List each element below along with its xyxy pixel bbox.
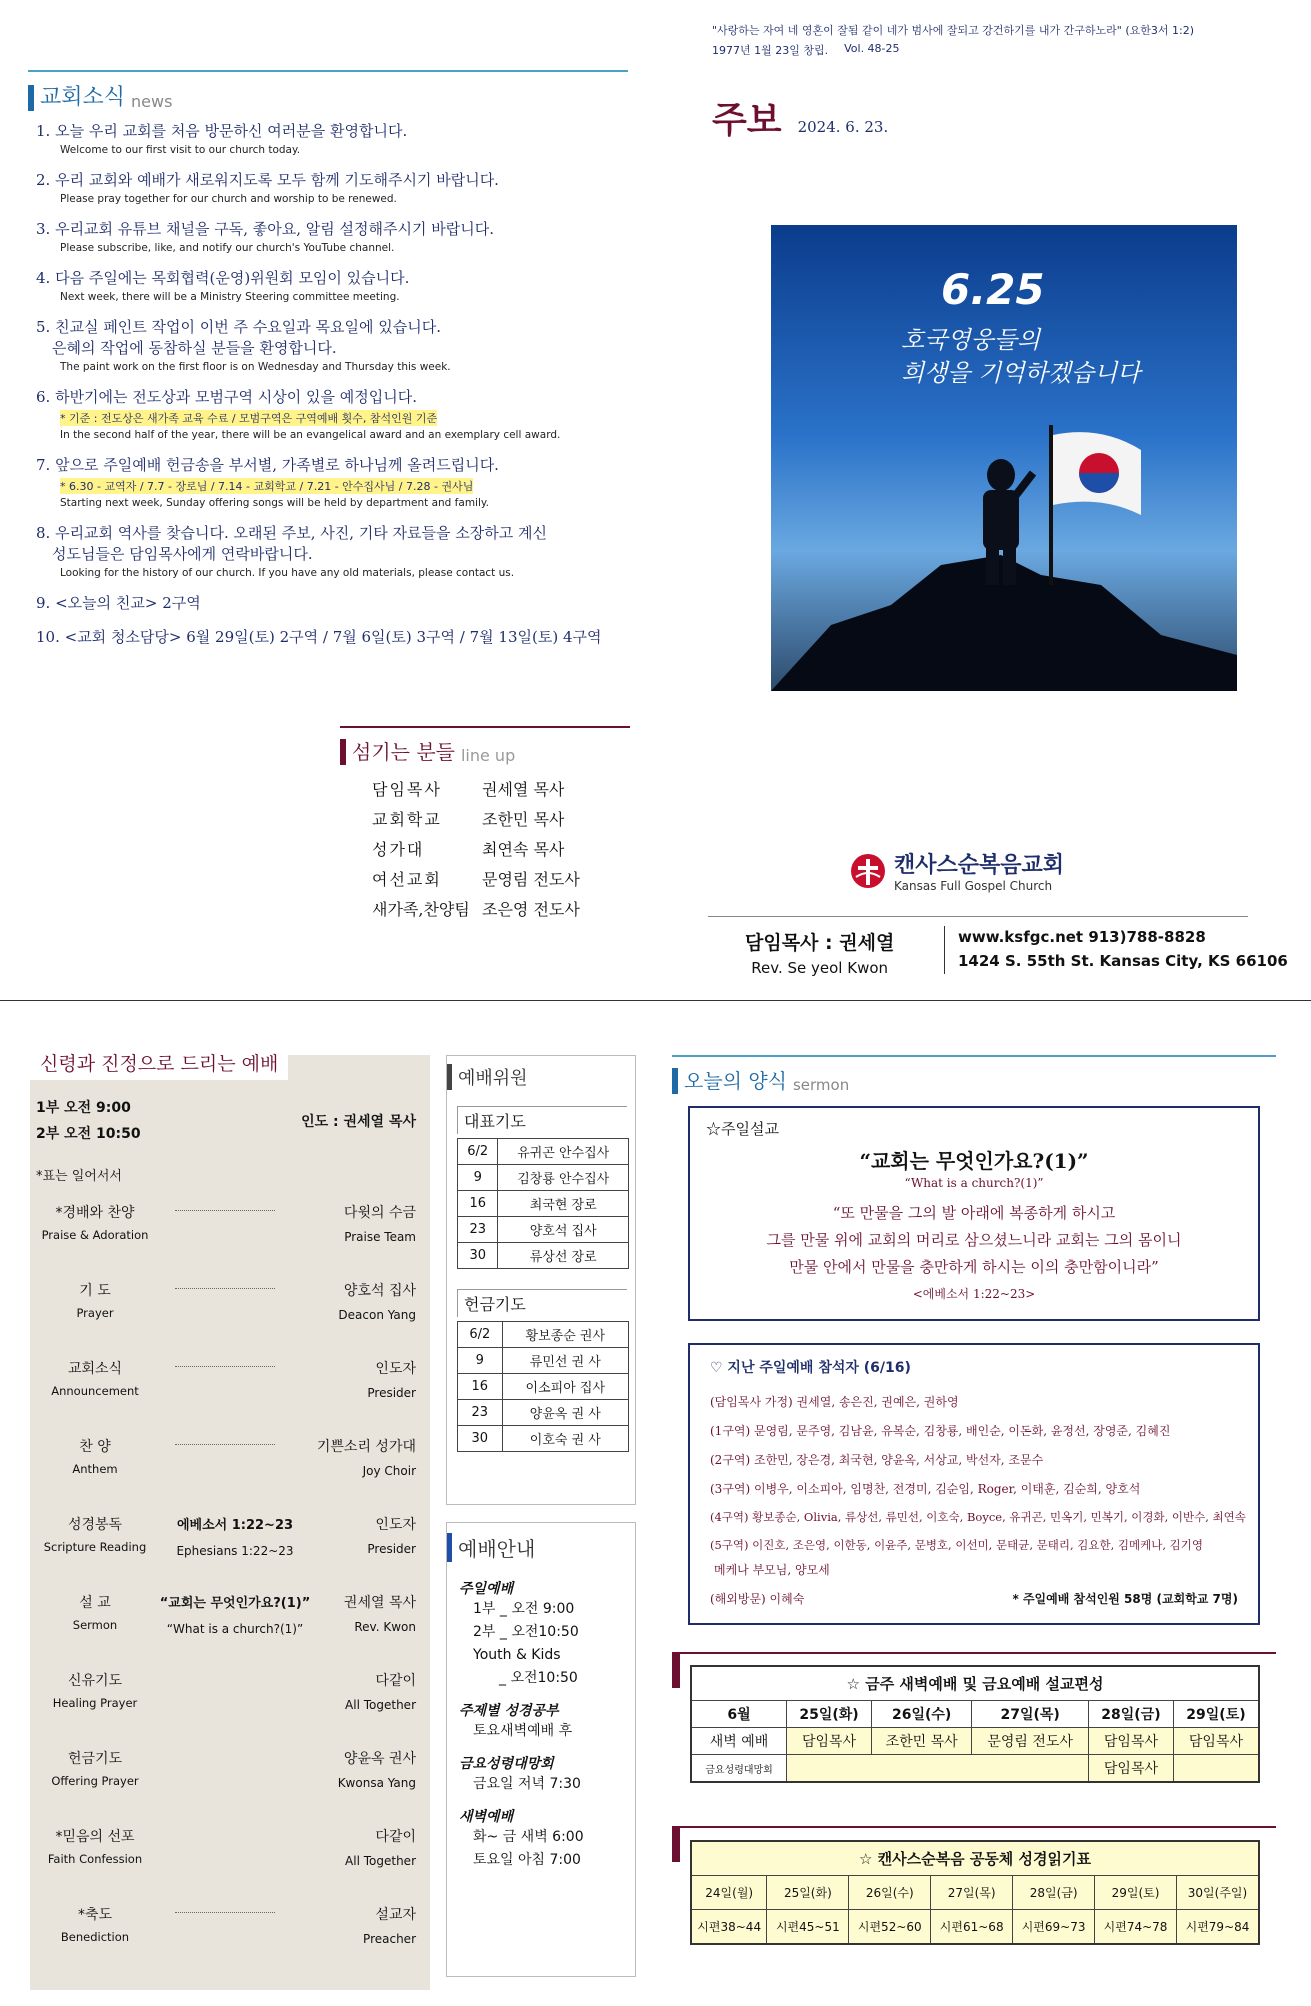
guide-line: 1부 _ 오전 9:00 bbox=[473, 1601, 575, 1617]
worship-leader: 인도 : 권세열 목사 bbox=[301, 1114, 416, 1130]
order-item-title-en: Praise & Adoration bbox=[41, 1228, 149, 1242]
order-item-person: 설교자 bbox=[375, 1907, 416, 1923]
table-row: 23 양윤옥 권 사 bbox=[458, 1400, 629, 1426]
order-item-title: 헌금기도 bbox=[67, 1751, 123, 1767]
dot-leader bbox=[175, 1912, 275, 1913]
attendance-line: 메케나 부모님, 양모세 bbox=[714, 1563, 830, 1577]
table-row bbox=[691, 1728, 1259, 1755]
table-cell: 담임목사 bbox=[1089, 1755, 1174, 1783]
guide-heading: 주일예배 bbox=[459, 1581, 514, 1597]
order-item-detail: 에베소서 1:22~23 bbox=[176, 1518, 294, 1533]
order-item-title-en: Sermon bbox=[72, 1618, 118, 1632]
order-item-person: 다윗의 수금 bbox=[343, 1205, 416, 1221]
news-section-header bbox=[28, 70, 628, 111]
news-item: 5. 친교실 페인트 작업이 이번 주 수요일과 목요일에 있습니다. 은혜의 작업에 동참하실 분들을 환영합니다. The paint work on the first floor is on Wednesday and Thursday this week. bbox=[36, 318, 451, 373]
sermon-verse: 만물 안에서 만물을 충만하게 하시는 이의 충만함이니라” bbox=[789, 1258, 1159, 1276]
table-row: 9 류민선 권 사 bbox=[458, 1348, 629, 1374]
lineup-row: 담임목사 권세열 목사 bbox=[372, 780, 565, 799]
order-item-person: 다같이 bbox=[375, 1673, 416, 1689]
order-item-title: 교회소식 bbox=[67, 1361, 123, 1377]
news-item: 10. <교회 청소담당> 6월 29일(토) 2구역 / 7월 6일(토) 3구역 / 7월 13일(토) 4구역 bbox=[36, 628, 602, 646]
memorial-poster bbox=[771, 225, 1237, 691]
order-item-person: 양윤옥 권사 bbox=[343, 1751, 416, 1767]
section-bar bbox=[672, 1826, 680, 1862]
church-logo bbox=[850, 848, 1064, 893]
table-header: 29일(토) bbox=[1095, 1876, 1177, 1910]
pastor-block bbox=[745, 928, 894, 977]
sermon-verse: “또 만물을 그의 발 아래에 복종하게 하시고 bbox=[832, 1204, 1116, 1222]
order-item-person: 기쁜소리 성가대 bbox=[316, 1439, 416, 1455]
table-header: 29일(토) bbox=[1173, 1701, 1259, 1728]
sermon-verse: 그를 만물 위에 교회의 머리로 삼으셨느니라 교회는 그의 몸이니 bbox=[766, 1231, 1182, 1249]
order-item bbox=[30, 1590, 430, 1668]
poster-text-remember: 희생을 기억하겠습니다 bbox=[901, 359, 1141, 387]
church-name-ko: 캔사스순복음교회 bbox=[894, 853, 1065, 878]
order-list bbox=[30, 1200, 430, 1980]
sermon-box bbox=[688, 1106, 1260, 1321]
table-row bbox=[691, 1755, 1259, 1783]
reading-title: ☆ 캔사스순복음 공동체 성경읽기표 bbox=[691, 1841, 1259, 1876]
order-item-title-en: Announcement bbox=[51, 1384, 139, 1398]
attendance-title: ♡ 지난 주일예배 참석자 (6/16) bbox=[710, 1360, 911, 1376]
dawn-title: ☆ 금주 새벽예배 및 금요예배 설교편성 bbox=[691, 1666, 1259, 1701]
poster-text-625: 6.25 bbox=[941, 265, 1045, 314]
order-item-title: 기 도 bbox=[79, 1283, 111, 1299]
order-item-person: 다같이 bbox=[375, 1829, 416, 1845]
guide-line: 금요일 저녁 7:30 bbox=[473, 1776, 581, 1792]
pastor-name: 담임목사 : 권세열 bbox=[745, 932, 895, 954]
guide-line: 토요새벽예배 후 bbox=[473, 1723, 573, 1739]
table-row: 6/2 유귀곤 안수집사 bbox=[458, 1139, 629, 1165]
order-item-person-en: Preacher bbox=[363, 1932, 416, 1946]
table-header: 26일(수) bbox=[849, 1876, 931, 1910]
section-bar bbox=[672, 1068, 678, 1094]
table-cell: 시편74~78 bbox=[1095, 1910, 1177, 1945]
order-item-person-en: Deacon Yang bbox=[338, 1308, 416, 1322]
prayer-table bbox=[457, 1138, 629, 1269]
order-item-detail-en: “What is a church?(1)” bbox=[166, 1622, 304, 1636]
news-item: 2. 우리 교회와 예배가 새로워지도록 모두 함께 기도해주시기 바랍니다. Please pray together for our church and worship to be renewed. bbox=[36, 171, 499, 205]
attendance-line: (1구역) 문영림, 문주영, 김남윤, 유복순, 김창룡, 배인순, 이돈화, 윤정선, 장영준, 김혜진 bbox=[710, 1424, 1171, 1438]
order-item bbox=[30, 1902, 430, 1980]
dawn-schedule-table bbox=[690, 1665, 1260, 1783]
table-row: 6/2 황보종순 권사 bbox=[458, 1322, 629, 1348]
guide-line: Youth & Kids bbox=[473, 1647, 561, 1663]
table-cell: 조한민 목사 bbox=[872, 1728, 972, 1755]
worship-guide-panel bbox=[446, 1522, 636, 1977]
guide-heading: 주제별 성경공부 bbox=[459, 1703, 559, 1719]
attendance-line: (2구역) 조한민, 장은경, 최국현, 양윤옥, 서상교, 박선자, 조문수 bbox=[710, 1453, 1044, 1467]
header-meta bbox=[712, 42, 900, 58]
order-item-person-en: Praise Team bbox=[344, 1230, 416, 1244]
table-cell: 문영림 전도사 bbox=[972, 1728, 1089, 1755]
order-item-person: 인도자 bbox=[375, 1361, 416, 1377]
poster-text-heroes: 호국영웅들의 bbox=[901, 326, 1041, 354]
order-item-title: *축도 bbox=[77, 1907, 113, 1923]
servants-title: 예배위원 bbox=[447, 1064, 635, 1090]
sermon-section-title: 오늘의 양식 bbox=[684, 1069, 787, 1093]
guide-line: 토요일 아침 7:00 bbox=[473, 1852, 581, 1868]
table-row: 30 이호숙 권 사 bbox=[458, 1426, 629, 1452]
bulletin-title-block bbox=[712, 92, 888, 143]
sermon-section-header bbox=[672, 1055, 1276, 1094]
order-item bbox=[30, 1512, 430, 1590]
header-verse: "사랑하는 자여 네 영혼이 잘됨 같이 네가 범사에 잘되고 강건하기를 내가 간구하노라" (요한3서 1:2) bbox=[712, 24, 1195, 37]
table-cell bbox=[1173, 1755, 1259, 1783]
order-item-detail-en: Ephesians 1:22~23 bbox=[176, 1544, 294, 1558]
news-item: 1. 오늘 우리 교회를 처음 방문하신 여러분을 환영합니다. Welcome to our first visit to our church today. bbox=[36, 122, 408, 156]
news-item: 8. 우리교회 역사를 찾습니다. 오래된 주보, 사진, 기타 자료들을 소장하고 계신 성도님들은 담임목사에게 연락바랍니다. Looking for the history of our church. If you have any old materials, please contact us. bbox=[36, 524, 547, 579]
bulletin-date: 2024. 6. 23. bbox=[797, 118, 889, 136]
order-item-person-en: Presider bbox=[367, 1542, 416, 1556]
news-item: 3. 우리교회 유튜브 채널을 구독, 좋아요, 알림 설정해주시기 바랍니다. Please subscribe, like, and notify our church's YouTube channel. bbox=[36, 220, 494, 254]
sermon-reference: <에베소서 1:22~23> bbox=[912, 1287, 1036, 1301]
news-item: 6. 하반기에는 전도상과 모범구역 시상이 있을 예정입니다. * 기준 : 전도상은 새가족 교육 수료 / 모범구역은 구역예배 횟수, 참석인원 기준 In the second half of the year, there will be an evangelical award and an exemplary cell award. bbox=[36, 388, 561, 441]
soldier-silhouette bbox=[771, 225, 1237, 691]
sermon-heading-en: “What is a church?(1)” bbox=[904, 1176, 1044, 1190]
guide-heading: 새벽예배 bbox=[459, 1809, 514, 1825]
section-bar bbox=[28, 85, 34, 111]
order-item-person-en: Kwonsa Yang bbox=[337, 1776, 416, 1790]
table-cell: 시편38~44 bbox=[691, 1910, 767, 1945]
order-item bbox=[30, 1746, 430, 1824]
table-cell: 시편69~73 bbox=[1013, 1910, 1095, 1945]
order-item bbox=[30, 1824, 430, 1902]
table-row bbox=[691, 1910, 1259, 1945]
servants-panel bbox=[446, 1055, 636, 1505]
order-item-person-en: All Together bbox=[345, 1854, 416, 1868]
church-info-divider bbox=[708, 916, 1248, 917]
table-header: 26일(수) bbox=[872, 1701, 972, 1728]
news-subtitle: news bbox=[131, 92, 173, 111]
table-row bbox=[691, 1701, 1259, 1728]
guide-title: 예배안내 bbox=[447, 1533, 635, 1562]
lineup-title: 섬기는 분들 bbox=[352, 740, 455, 764]
table-header: 30일(주일) bbox=[1177, 1876, 1260, 1910]
pastor-name-en: Rev. Se yeol Kwon bbox=[751, 959, 889, 977]
table-row bbox=[691, 1666, 1259, 1701]
prayer-title: 대표기도 bbox=[457, 1106, 627, 1134]
order-item-detail: “교회는 무엇인가요?(1)” bbox=[159, 1596, 311, 1611]
guide-line: 2부 _ 오전10:50 bbox=[473, 1624, 579, 1640]
lineup-row: 교회학교 조한민 목사 bbox=[372, 810, 565, 829]
table-header: 28일(금) bbox=[1013, 1876, 1095, 1910]
attendance-visitor: (해외방문) 이혜숙 bbox=[710, 1592, 805, 1606]
lineup-list bbox=[372, 777, 630, 920]
section-bar bbox=[672, 1652, 680, 1688]
dot-leader bbox=[175, 1366, 275, 1367]
table-cell: 금요성령대망회 bbox=[691, 1755, 787, 1783]
order-item-person: 인도자 bbox=[375, 1517, 416, 1533]
table-row bbox=[691, 1876, 1259, 1910]
bulletin-title: 주보 bbox=[712, 99, 782, 141]
attendance-total: * 주일예배 참석인원 58명 (교회학교 7명) bbox=[1012, 1592, 1238, 1606]
order-item-title-en: Prayer bbox=[76, 1306, 114, 1320]
order-item-title: 성경봉독 bbox=[67, 1517, 123, 1533]
church-address: 1424 S. 55th St. Kansas City, KS 66106 bbox=[958, 952, 1288, 970]
attendance-line: (4구역) 황보종순, Olivia, 류상선, 류민선, 이호숙, Boyce, 유귀곤, 민옥기, 민복기, 이경화, 이반수, 최연속 bbox=[710, 1510, 1246, 1524]
service-times: 1부 오전 9:00 2부 오전 10:50 bbox=[36, 1100, 141, 1142]
table-header: 6월 bbox=[691, 1701, 787, 1728]
order-item bbox=[30, 1668, 430, 1746]
worship-title: 신령과 진정으로 드리는 예배 bbox=[30, 1045, 288, 1080]
guide-line: _ 오전10:50 bbox=[499, 1670, 578, 1686]
dot-leader bbox=[175, 1210, 275, 1211]
lineup-section bbox=[340, 726, 630, 927]
offering-title: 헌금기도 bbox=[457, 1289, 627, 1317]
sermon-section-subtitle: sermon bbox=[792, 1076, 850, 1094]
order-item-person-en: Rev. Kwon bbox=[354, 1620, 416, 1634]
table-header: 27일(목) bbox=[972, 1701, 1089, 1728]
guide-line: 화~ 금 새벽 6:00 bbox=[473, 1829, 584, 1845]
order-item bbox=[30, 1200, 430, 1278]
order-item-person-en: Presider bbox=[367, 1386, 416, 1400]
sermon-heading: “교회는 무엇인가요?(1)” bbox=[859, 1149, 1089, 1173]
order-item bbox=[30, 1434, 430, 1512]
volume-number: Vol. 48-25 bbox=[844, 42, 900, 55]
news-list bbox=[36, 120, 656, 660]
standing-note: *표는 일어서서 bbox=[36, 1169, 122, 1184]
news-item: 9. <오늘의 친교> 2구역 bbox=[36, 594, 201, 612]
dot-leader bbox=[175, 1444, 275, 1445]
offering-table bbox=[457, 1321, 629, 1452]
table-header: 27일(목) bbox=[931, 1876, 1013, 1910]
lineup-row: 여선교회 문영림 전도사 bbox=[372, 870, 580, 889]
attendance-line: (3구역) 이병우, 이소피아, 임명찬, 전경미, 김순임, Roger, 이태훈, 김순희, 양호석 bbox=[710, 1482, 1141, 1496]
news-title: 교회소식 bbox=[40, 85, 126, 110]
table-cell bbox=[787, 1755, 1089, 1783]
table-row: 16 이소피아 집사 bbox=[458, 1374, 629, 1400]
contact-block bbox=[958, 928, 1288, 970]
cross-logo-icon bbox=[850, 853, 886, 889]
table-header: 25일(화) bbox=[767, 1876, 849, 1910]
dot-leader bbox=[175, 1288, 275, 1289]
info-separator bbox=[944, 926, 945, 974]
order-item-person: 권세열 목사 bbox=[343, 1595, 416, 1611]
sermon-label: ☆주일설교 bbox=[706, 1120, 779, 1138]
guide-heading: 금요성령대망회 bbox=[459, 1756, 554, 1772]
order-item-person: 양호석 집사 bbox=[343, 1283, 416, 1299]
lineup-row: 성가대 최연속 목사 bbox=[372, 840, 565, 859]
worship-order-panel bbox=[30, 1055, 430, 1990]
table-cell: 시편45~51 bbox=[767, 1910, 849, 1945]
table-cell: 담임목사 bbox=[1089, 1728, 1174, 1755]
website-phone[interactable]: www.ksfgc.net 913)788-8828 bbox=[958, 928, 1206, 946]
order-item-title: *경배와 찬양 bbox=[55, 1205, 135, 1221]
order-item-title: *믿음의 선포 bbox=[55, 1829, 135, 1845]
order-item-title-en: Anthem bbox=[72, 1462, 118, 1476]
table-cell: 새벽 예배 bbox=[691, 1728, 787, 1755]
bible-reading-table bbox=[690, 1840, 1260, 1945]
news-item: 4. 다음 주일에는 목회협력(운영)위원회 모임이 있습니다. Next week, there will be a Ministry Steering committee meeting. bbox=[36, 269, 410, 303]
table-header: 28일(금) bbox=[1089, 1701, 1174, 1728]
order-item-title-en: Healing Prayer bbox=[52, 1696, 138, 1710]
dawn-top-rule bbox=[672, 1652, 1276, 1654]
attendance-box bbox=[688, 1343, 1260, 1625]
table-cell: 담임목사 bbox=[1173, 1728, 1259, 1755]
table-cell: 담임목사 bbox=[787, 1728, 872, 1755]
order-item-title-en: Benediction bbox=[60, 1930, 130, 1944]
table-row: 23 양호석 집사 bbox=[458, 1217, 629, 1243]
table-row bbox=[691, 1841, 1259, 1876]
order-item-title-en: Scripture Reading bbox=[43, 1540, 147, 1554]
page-divider bbox=[0, 1000, 1311, 1001]
order-item-title: 찬 양 bbox=[79, 1439, 111, 1455]
order-item bbox=[30, 1356, 430, 1434]
founded-date: 1977년 1월 23일 창립. bbox=[712, 44, 829, 57]
lineup-row: 새가족,찬양팀 조은영 전도사 bbox=[372, 900, 580, 919]
news-item: 7. 앞으로 주일예배 헌금송을 부서별, 가족별로 하나님께 올려드립니다. * 6.30 - 교역자 / 7.7 - 장로님 / 7.14 - 교회학교 / 7.21 - 안수집사님 / 7.28 - 권사님 Starting next week, Sunday offering songs will be held by department and family. bbox=[36, 456, 499, 509]
attendance-line: (담임목사 가정) 권세열, 송은진, 권예은, 권하영 bbox=[710, 1395, 959, 1409]
table-cell: 시편61~68 bbox=[931, 1910, 1013, 1945]
attendance-footer bbox=[710, 1590, 1238, 1607]
order-item-title-en: Offering Prayer bbox=[51, 1774, 139, 1788]
section-bar bbox=[340, 739, 346, 765]
order-item-person-en: Joy Choir bbox=[362, 1464, 416, 1478]
order-item-person-en: All Together bbox=[345, 1698, 416, 1712]
church-name-en: Kansas Full Gospel Church bbox=[894, 879, 1053, 893]
lineup-subtitle: line up bbox=[460, 746, 516, 765]
table-header: 25일(화) bbox=[787, 1701, 872, 1728]
order-item-title: 설 교 bbox=[79, 1595, 111, 1611]
table-cell: 시편79~84 bbox=[1177, 1910, 1260, 1945]
table-row: 30 류상선 장로 bbox=[458, 1243, 629, 1269]
order-item-title: 신유기도 bbox=[67, 1673, 123, 1689]
table-cell: 시편52~60 bbox=[849, 1910, 931, 1945]
table-row: 9 김창룡 안수집사 bbox=[458, 1165, 629, 1191]
order-item-title-en: Faith Confession bbox=[47, 1852, 143, 1866]
attendance-line: (5구역) 이진호, 조은영, 이한동, 이윤주, 문병호, 이선미, 문태균, 문태리, 김요한, 김메케나, 김기영 bbox=[710, 1538, 1203, 1552]
reading-top-rule bbox=[672, 1826, 1276, 1828]
order-item bbox=[30, 1278, 430, 1356]
table-header: 24일(월) bbox=[691, 1876, 767, 1910]
table-row: 16 최국현 장로 bbox=[458, 1191, 629, 1217]
